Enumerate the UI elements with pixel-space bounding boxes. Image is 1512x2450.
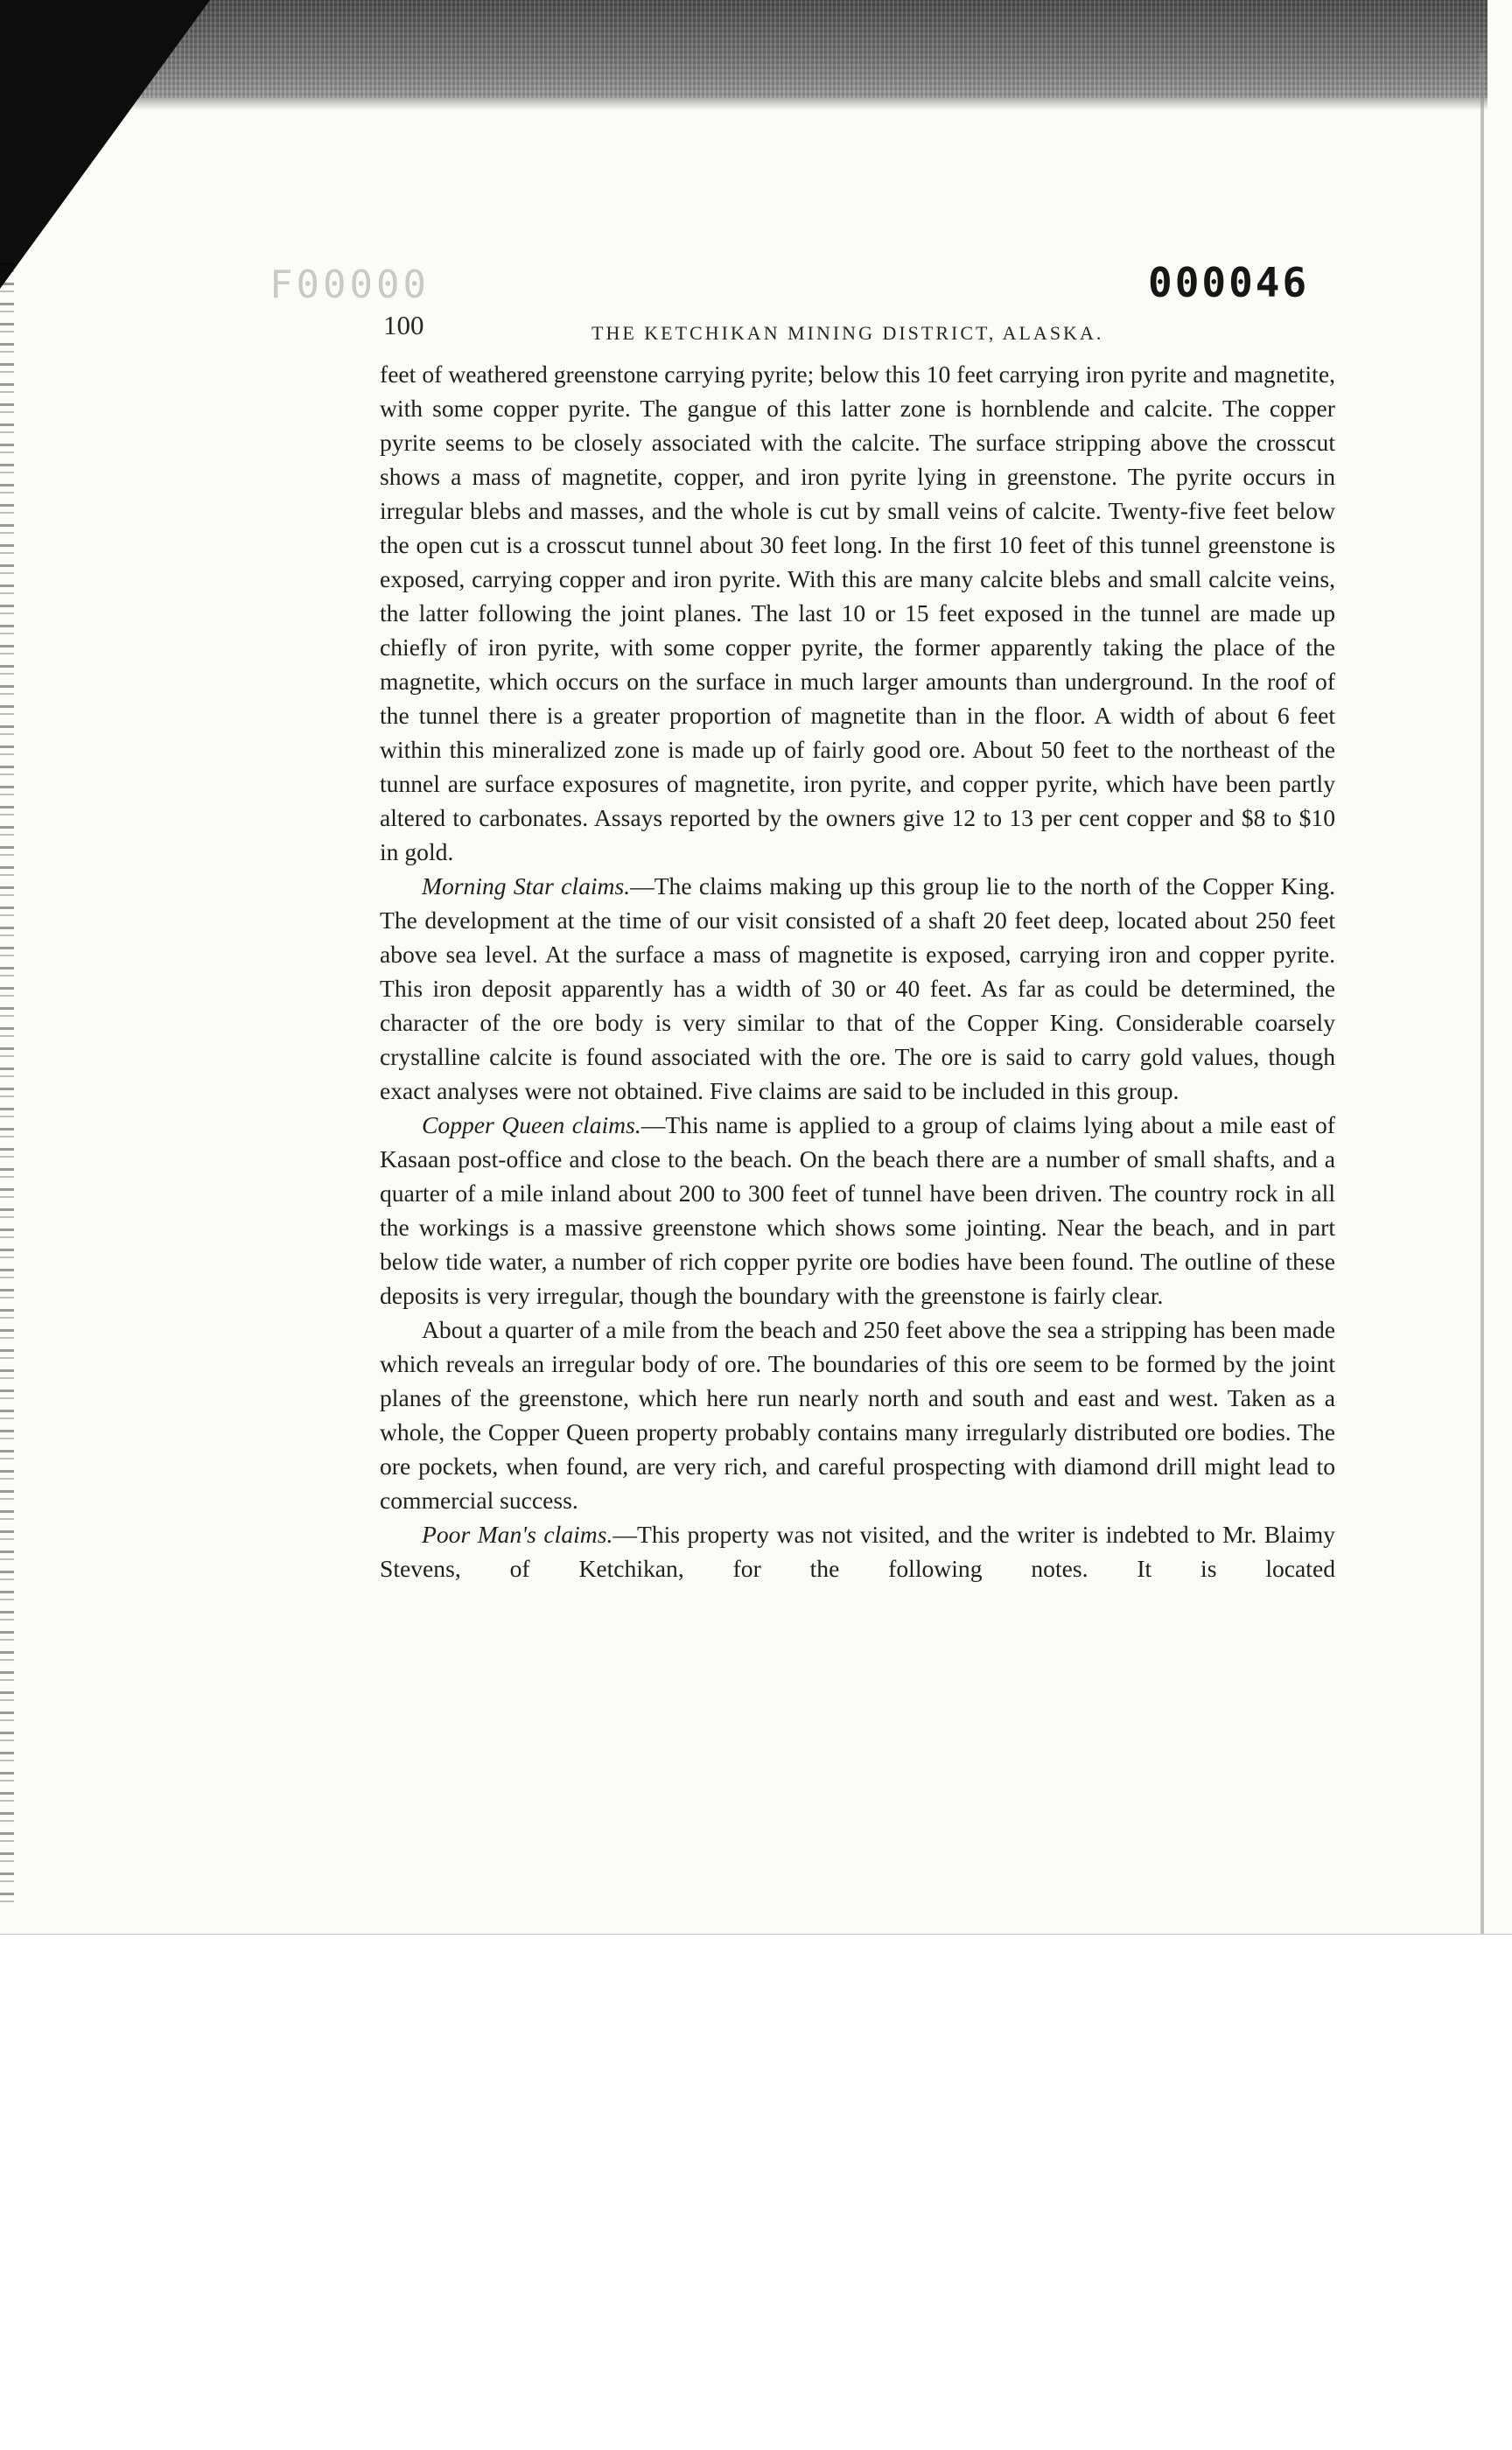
paragraph-copper-queen [380,1108,1335,1312]
page-right-edge [1480,52,1484,1934]
paragraph-text: About a quarter of a mile from the beach and 250 feet above the sea a stripping has been made which reveals an irregular body of ore. The boundaries of this ore seem to be formed by the joint planes of the greenstone, which here run nearly north and south and east and west. Taken as a whole, the Copper Queen property probably contains many irregularly distributed ore bodies. The ore pockets, when found, are very rich, and careful prospecting with diamond drill might lead to commercial success. [380,1316,1335,1514]
page-number: 100 [383,310,424,340]
paragraph-text: —This name is applied to a group of claims lying about a mile east of Kasaan post-office and close to the beach. On the beach there are a number of small shafts, and a quarter of a mile inland about 200 to 300 feet of tunnel have been driven. The country rock in all the workings is a massive greenstone which shows some jointing. Near the beach, and in part below tide water, a number of rich copper pyrite ore bodies have been found. The outline of these deposits is very irregular, though the boundary with the greenstone is fairly clear. [380,1111,1335,1309]
document-number: 000046 [1148,259,1310,306]
binding-edge [0,262,14,1908]
folded-corner [0,0,210,289]
paragraph-text: —The claims making up this group lie to the north of the Copper King. The development at the time of our visit consisted of a shaft 20 feet deep, located about 250 feet above sea level. At the surface a mass of magnetite is exposed, carrying iron and copper pyrite. This iron deposit apparently has a width of 30 or 40 feet. As far as could be determined, the character of the ore body is very similar to that of the Copper King. Considerable coarsely crystalline calcite is found associated with the ore. The ore is said to carry gold values, though exact analyses were not obtained. Five claims are said to be included in this group. [380,872,1335,1104]
paragraph-morning-star [380,869,1335,1108]
section-heading: Morning Star claims. [422,872,631,900]
paragraph-text: —This property was not visited, and the writer is indebted to Mr. Blaimy Stevens, of Ketchikan, for the following notes. It is located [380,1521,1335,1582]
body-text [380,357,1335,1586]
faint-stamp-number: F00000 [270,262,430,307]
paragraph-continued [380,357,1335,869]
section-heading: Copper Queen claims. [422,1111,641,1138]
running-head: THE KETCHIKAN MINING DISTRICT, ALASKA. [592,322,1104,344]
scan-shadow-fade [0,98,1488,110]
scan-shadow-band [0,0,1488,98]
paragraph-text: feet of weathered greenstone carrying pyrite; below this 10 feet carrying iron pyrite and magnetite, with some copper pyrite. The gangue of this latter zone is hornblende and calcite. The copper pyrite seems to be closely associated with the calcite. The surface stripping above the crosscut shows a mass of magnetite, copper, and iron pyrite lying in greenstone. The pyrite occurs in irregular blebs and masses, and the whole is cut by small veins of calcite. Twenty-five feet below the open cut is a crosscut tunnel about 30 feet long. In the first 10 feet of this tunnel greenstone is exposed, carrying copper and iron pyrite. With this are many calcite blebs and small calcite veins, the latter following the joint planes. The last 10 or 15 feet exposed in the tunnel are made up chiefly of iron pyrite, with some copper pyrite, the former apparently taking the place of the magnetite, which occurs on the surface in much larger amounts than underground. In the roof of the tunnel there is a greater proportion of magnetite than in the floor. A width of about 6 feet within this mineralized zone is made up of fairly good ore. About 50 feet to the northeast of the tunnel are surface exposures of magnetite, iron pyrite, and copper pyrite, which have been partly altered to carbonates. Assays reported by the owners give 12 to 13 per cent copper and $8 to $10 in gold. [380,360,1335,865]
paragraph-copper-queen-stripping [380,1312,1335,1517]
section-heading: Poor Man's claims. [422,1521,613,1548]
paragraph-poor-mans [380,1517,1335,1586]
